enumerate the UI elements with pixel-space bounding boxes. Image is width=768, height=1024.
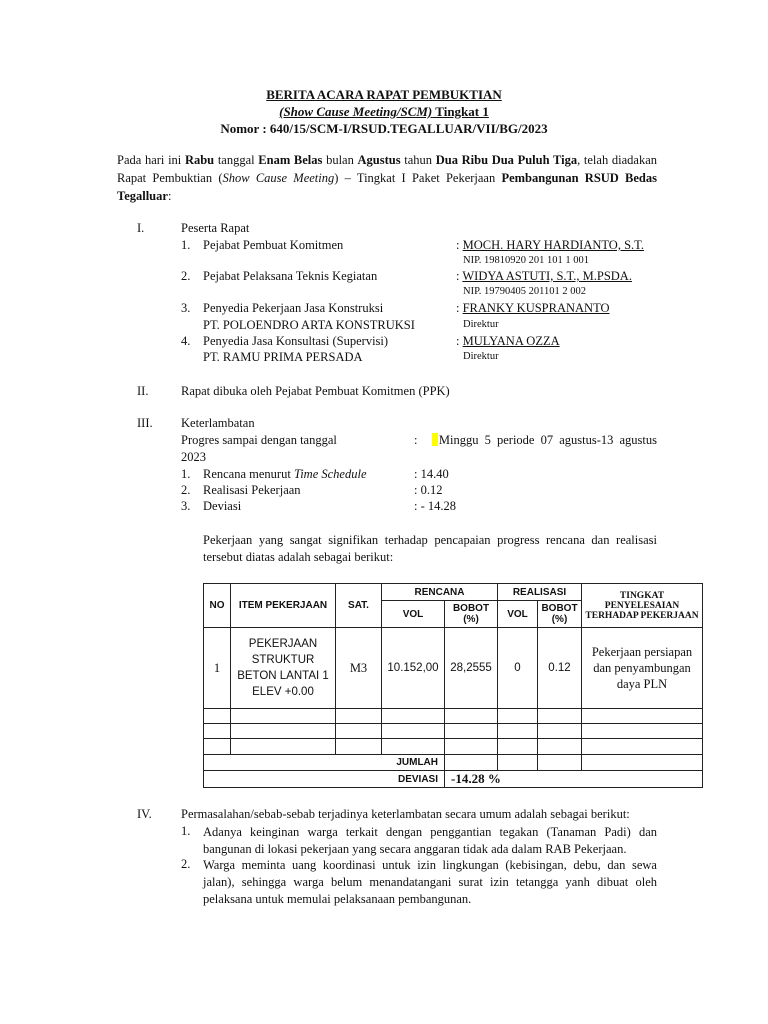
issue-text: Adanya keinginan warga terkait dengan penggantian tegakan (Tanaman Padi) dan bangunan di lokasi pekerjaan yang secara anggaran tidak ada dalam RAB Pekerjaan. (203, 825, 657, 856)
intro-paragraph (117, 151, 657, 205)
document-number: Nomor : 640/15/SCM-I/RSUD.TEGALLUAR/VII/BG/2023 (220, 121, 548, 136)
intro-scm: Show Cause Meeting (222, 171, 335, 185)
cell-item: PEKERJAAN STRUKTUR BETON LANTAI 1 ELEV +0.00 (231, 628, 336, 709)
header-realisasi: REALISASI (498, 584, 582, 601)
section-2-number: II. (137, 384, 149, 398)
progress-year: 2023 (181, 450, 206, 464)
empty-cell (231, 709, 336, 724)
empty-cell (498, 724, 538, 739)
participant-colon: : MOCH. HARY HARDIANTO, S.T. (456, 238, 644, 252)
participant-number: 3. (181, 301, 191, 315)
deviasi-label: DEVIASI (204, 771, 445, 788)
participant-name: MULYANA OZZA (462, 334, 560, 348)
intro-text: bulan (322, 153, 358, 167)
participant-number: 1. (181, 238, 191, 252)
delay-item-label: Deviasi (203, 499, 242, 513)
delay-item-value: : 14.40 (414, 467, 449, 481)
participant-colon: : FRANKY KUSPRANANTO (456, 301, 610, 315)
issue-number: 2. (181, 857, 191, 871)
intro-text: , telah diadakan Rapat Pembuktian ( (117, 153, 657, 185)
empty-cell (382, 709, 445, 724)
empty-cell (498, 709, 538, 724)
empty-cell (582, 755, 703, 771)
cell-vol-realisasi: 0 (498, 628, 538, 709)
cell-vol-rencana: 10.152,00 (382, 628, 445, 709)
intro-text: tanggal (214, 153, 259, 167)
empty-cell (336, 724, 382, 739)
section-3-title: Keterlambatan (181, 416, 255, 430)
table-row (204, 709, 703, 724)
label-italic: Time Schedule (293, 467, 367, 481)
participant-company: PT. POLOENDRO ARTA KONSTRUKSI (203, 318, 415, 332)
significant-work-paragraph: Pekerjaan yang sangat signifikan terhadap pencapaian progress rencana dan realisasi tersebut diatas adalah sebagai berikut: (203, 533, 657, 564)
participant-role: Penyedia Pekerjaan Jasa Konstruksi (203, 301, 384, 315)
progress-value-wrap (432, 433, 657, 448)
delay-item-value: : 0.12 (414, 483, 443, 497)
empty-cell (204, 709, 231, 724)
participant-nip: NIP. 19790405 201101 2 002 (463, 286, 586, 297)
empty-cell (538, 739, 582, 755)
deviasi-value: -14.28 % (445, 771, 703, 788)
section-1-title: Peserta Rapat (181, 221, 250, 235)
intro-date: Enam Belas (258, 153, 323, 167)
empty-cell (231, 739, 336, 755)
delay-item-number: 1. (181, 467, 191, 481)
empty-cell (382, 724, 445, 739)
cell-tingkat: Pekerjaan persiapan dan penyambungan daya PLN (582, 628, 703, 709)
cell-bobot-realisasi: 0.12 (538, 628, 582, 709)
intro-text: Pada hari ini (117, 153, 185, 167)
progress-value: Minggu 5 periode 07 agustus-13 agustus (438, 433, 657, 447)
section-3-number: III. (137, 416, 153, 430)
delay-item-label (203, 467, 367, 482)
empty-cell (498, 739, 538, 755)
section-2-text: Rapat dibuka oleh Pejabat Pembuat Komitmen (PPK) (181, 384, 450, 398)
document-subtitle (0, 104, 768, 120)
empty-cell (582, 724, 703, 739)
section-1-number: I. (137, 221, 145, 235)
document-title: BERITA ACARA RAPAT PEMBUKTIAN (266, 87, 502, 102)
participant-position: Direktur (463, 319, 499, 330)
empty-cell (231, 724, 336, 739)
delay-item-label: Realisasi Pekerjaan (203, 483, 301, 497)
empty-cell (336, 709, 382, 724)
empty-cell (582, 739, 703, 755)
progress-label: Progres sampai dengan tanggal (181, 433, 337, 447)
participant-name: MOCH. HARY HARDIANTO, S.T. (462, 238, 644, 252)
cell-bobot-rencana: 28,2555 (445, 628, 498, 709)
participant-nip: NIP. 19810920 201 101 1 001 (463, 255, 590, 266)
header-sat: SAT. (336, 584, 382, 628)
participant-name: WIDYA ASTUTI, S.T., M.PSDA. (462, 269, 632, 283)
intro-text: ) – Tingkat I Paket Pekerjaan (334, 171, 502, 185)
empty-cell (445, 709, 498, 724)
table-row (204, 724, 703, 739)
intro-year: Dua Ribu Dua Puluh Tiga (435, 153, 578, 167)
empty-cell (538, 755, 582, 771)
intro-project: Pembangunan RSUD Bedas Tegalluar (117, 171, 657, 203)
empty-cell (445, 724, 498, 739)
issue-number: 1. (181, 824, 191, 838)
progress-colon: : (414, 433, 418, 447)
table-row (204, 628, 703, 709)
participant-colon: : MULYANA OZZA (456, 334, 560, 348)
participant-colon: : WIDYA ASTUTI, S.T., M.PSDA. (456, 269, 632, 283)
header-tingkat: TINGKAT PENYELESAIAN TERHADAP PEKERJAAN (582, 584, 703, 628)
section-4-number: IV. (137, 807, 152, 821)
participant-number: 4. (181, 334, 191, 348)
empty-cell (382, 739, 445, 755)
highlight-mark (432, 433, 438, 446)
participant-name: FRANKY KUSPRANANTO (462, 301, 610, 315)
intro-text: tahun (400, 153, 436, 167)
section-4-title: Permasalahan/sebab-sebab terjadinya keterlambatan secara umum adalah sebagai berikut: (181, 807, 630, 821)
intro-day: Rabu (184, 153, 215, 167)
header-rencana: RENCANA (382, 584, 498, 601)
label-text: Rencana menurut (203, 467, 294, 481)
empty-cell (336, 739, 382, 755)
participant-number: 2. (181, 269, 191, 283)
intro-text: : (167, 189, 172, 203)
table-row (204, 739, 703, 755)
jumlah-value (445, 755, 498, 771)
participant-position: Direktur (463, 351, 499, 362)
header-bobot-realisasi: BOBOT (%) (538, 601, 582, 628)
jumlah-label: JUMLAH (204, 755, 445, 771)
intro-month: Agustus (357, 153, 401, 167)
delay-item-number: 2. (181, 483, 191, 497)
participant-role: Pejabat Pembuat Komitmen (203, 238, 344, 252)
empty-cell (538, 724, 582, 739)
issue-text: Warga meminta uang koordinasi untuk izin lingkungan (kebisingan, debu, dan sewa jalan), sehingga warga belum menandatangani surat izin tetangga yanh dibuat oleh pelaksana untuk memulai pelaksanaan pembangunan. (203, 858, 657, 906)
cell-no: 1 (204, 628, 231, 709)
empty-cell (582, 709, 703, 724)
deviasi-row (204, 771, 703, 788)
empty-cell (538, 709, 582, 724)
empty-cell (498, 755, 538, 771)
subtitle-italic: (Show Cause Meeting/SCM) (279, 104, 433, 119)
empty-cell (445, 739, 498, 755)
participant-role: Pejabat Pelaksana Teknis Kegiatan (203, 269, 378, 283)
participant-role: Penyedia Jasa Konsultasi (Supervisi) (203, 334, 389, 348)
header-bobot-rencana: BOBOT (%) (445, 601, 498, 628)
participant-company: PT. RAMU PRIMA PERSADA (203, 350, 363, 364)
header-vol-rencana: VOL (382, 601, 445, 628)
delay-item-number: 3. (181, 499, 191, 513)
header-no: NO (204, 584, 231, 628)
empty-cell (204, 739, 231, 755)
subtitle-rest: Tingkat 1 (432, 104, 489, 119)
empty-cell (204, 724, 231, 739)
header-vol-realisasi: VOL (498, 601, 538, 628)
delay-item-value: : - 14.28 (414, 499, 457, 513)
progress-table (203, 583, 703, 788)
header-item: ITEM PEKERJAAN (231, 584, 336, 628)
progress-value-line (414, 433, 657, 448)
jumlah-row (204, 755, 703, 771)
cell-sat: M3 (336, 628, 382, 709)
